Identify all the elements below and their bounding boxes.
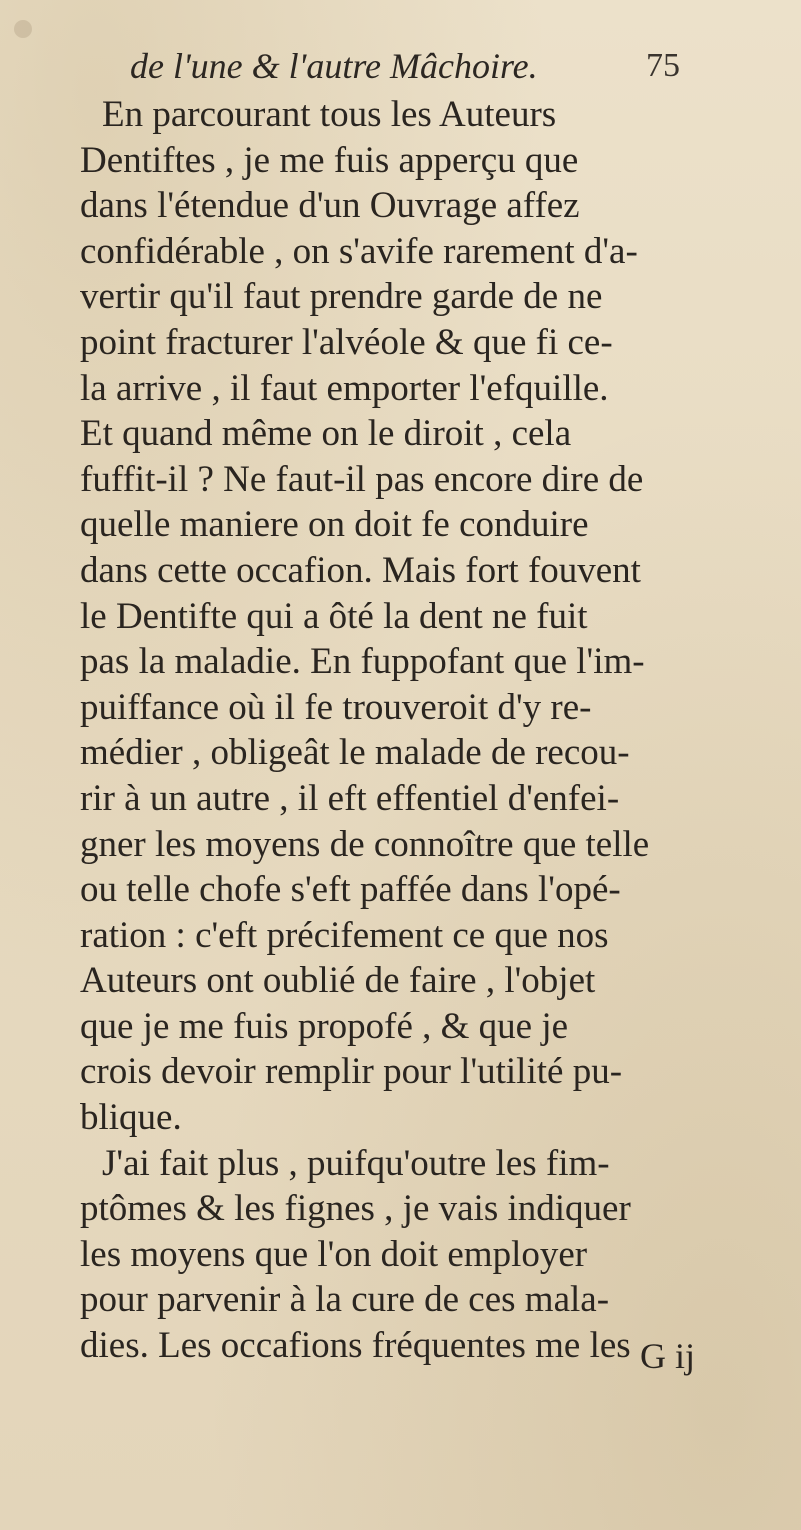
text-line-27: pour parvenir à la cure de ces mala- (80, 1279, 610, 1321)
running-title: de l'une & l'autre Mâchoire. (130, 46, 538, 86)
text-line-15: médier , obligeât le malade de recou- (80, 732, 630, 774)
text-line-12: le Dentifte qui a ôté la dent ne fuit (80, 595, 588, 637)
text-line-26: les moyens que l'on doit employer (80, 1233, 588, 1275)
text-line-24: J'ai fait plus , puifqu'outre les fim- (102, 1142, 610, 1184)
text-line-17: gner les moyens de connoître que telle (80, 823, 650, 865)
text-line-28: dies. Les occafions fréquentes me les (80, 1325, 631, 1367)
text-line-2: Dentiftes , je me fuis apperçu que (80, 139, 579, 181)
text-line-25: ptômes & les fignes , je vais indiquer (80, 1188, 631, 1230)
text-line-9: fuffit-il ? Ne faut-il pas encore dire de (80, 458, 644, 500)
text-line-18: ou telle chofe s'eft paffée dans l'opé- (80, 869, 621, 911)
body-text (80, 92, 770, 1369)
text-line-22: crois devoir remplir pour l'utilité pu- (80, 1051, 623, 1093)
text-line-7: la arrive , il faut emporter l'efquille. (80, 367, 609, 409)
text-line-16: rir à un autre , il eft effentiel d'enfei- (80, 777, 620, 819)
text-line-14: puiffance où il fe trouveroit d'y re- (80, 686, 592, 728)
text-line-21: que je me fuis propofé , & que je (80, 1005, 569, 1047)
text-line-4: confidérable , on s'avife rarement d'a- (80, 230, 638, 272)
text-line-3: dans l'étendue d'un Ouvrage affez (80, 185, 580, 227)
text-line-10: quelle maniere on doit fe conduire (80, 504, 589, 546)
text-line-20: Auteurs ont oublié de faire , l'objet (80, 960, 596, 1002)
text-line-23: blique. (80, 1097, 182, 1139)
paper-stain (14, 20, 32, 38)
text-line-13: pas la maladie. En fuppofant que l'im- (80, 641, 645, 683)
page-number: 75 (646, 47, 680, 84)
running-head (130, 38, 770, 94)
text-line-6: point fracturer l'alvéole & que fi ce- (80, 321, 613, 363)
text-line-8: Et quand même on le diroit , cela (80, 413, 572, 455)
text-line-1: En parcourant tous les Auteurs (102, 94, 557, 135)
signature-mark: G ij (640, 1336, 696, 1376)
text-line-5: vertir qu'il faut prendre garde de ne (80, 276, 603, 318)
text-line-19: ration : c'eft précifement ce que nos (80, 914, 609, 956)
text-line-11: dans cette occafion. Mais fort fouvent (80, 549, 641, 591)
